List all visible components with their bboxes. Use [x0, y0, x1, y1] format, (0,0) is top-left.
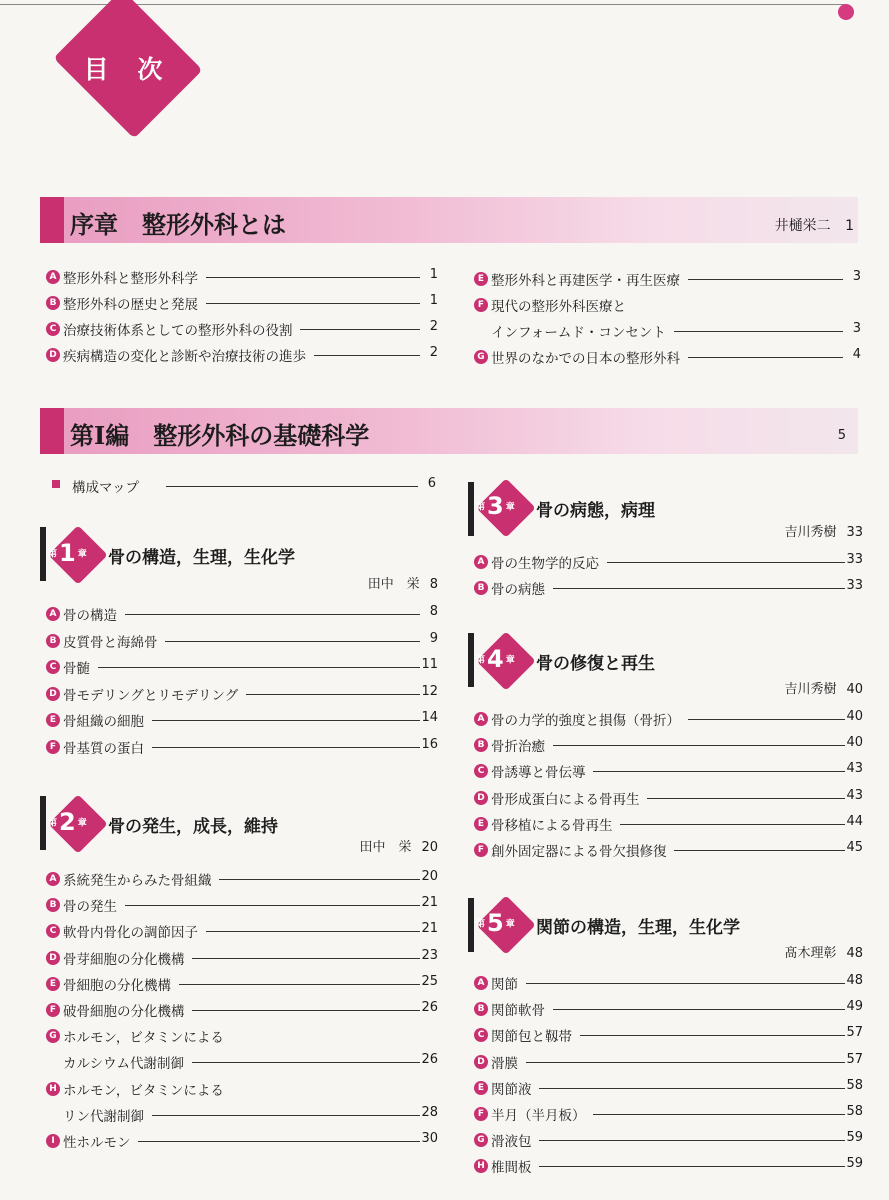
entry-text: 骨の構造: [63, 608, 117, 624]
chapter-marker-bar: [40, 527, 46, 581]
leader-line: [593, 1114, 845, 1115]
leader-line: [539, 1140, 845, 1141]
letter-marker: F: [474, 1107, 488, 1121]
toc-entry[interactable]: [46, 603, 438, 625]
leader-line: [607, 562, 845, 563]
entry-page: 1: [429, 293, 438, 308]
chapter-prefix: 第: [48, 818, 58, 829]
toc-entry[interactable]: [474, 1103, 863, 1125]
entry-page: 26: [421, 1052, 438, 1068]
chapter-page: 33: [846, 525, 863, 540]
entry-text: 骨折治癒: [491, 739, 545, 756]
toc-entry[interactable]: [474, 760, 863, 782]
square-bullet-icon: [52, 480, 60, 488]
entry-page: 58: [846, 1077, 863, 1093]
entry-page: 48: [846, 973, 863, 988]
entry-text: 皮質骨と海綿骨: [63, 634, 158, 651]
toc-entry[interactable]: [474, 551, 863, 573]
prologue-page: 1: [845, 218, 854, 234]
letter-marker: F: [474, 843, 488, 857]
leader-line: [192, 1062, 420, 1063]
leader-line: [125, 614, 420, 615]
entry-text: 関節: [491, 977, 518, 993]
entry-page: 30: [421, 1131, 438, 1146]
letter-marker: G: [46, 1029, 60, 1043]
leader-line: [688, 719, 845, 720]
leader-line: [593, 771, 845, 772]
map-text: 構成マップ: [72, 480, 139, 496]
chapter-marker-bar: [468, 482, 474, 536]
entry-page: 16: [421, 736, 438, 752]
prologue-band: [40, 197, 858, 243]
leader-line: [166, 486, 418, 487]
chapter-author: 吉川秀樹: [784, 682, 837, 697]
entry-text: 椎間板: [491, 1160, 532, 1177]
toc-entry[interactable]: [46, 736, 438, 758]
chapter-author-line: [240, 573, 438, 592]
entry-page: 9: [429, 630, 438, 646]
leader-line: [152, 747, 420, 748]
letter-marker: C: [46, 660, 60, 674]
entry-text: カルシウム代謝制御: [63, 1056, 185, 1073]
entry-text: 世界のなかでの日本の整形外科: [491, 351, 680, 367]
chapter-suffix: 章: [77, 549, 87, 560]
entry-page: 2: [429, 319, 438, 334]
toc-entry[interactable]: [474, 734, 863, 756]
letter-marker: A: [474, 555, 488, 569]
chapter-number: 4: [487, 645, 504, 673]
chapter-author-line: [668, 521, 863, 540]
leader-line: [647, 798, 845, 799]
chapter-author-line: [240, 836, 438, 855]
leader-line: [553, 745, 845, 746]
toc-entry[interactable]: [474, 1077, 863, 1099]
entry-page: 43: [846, 787, 863, 803]
toc-entry[interactable]: [474, 972, 863, 994]
chapter-title[interactable]: 骨の構造，生理，生化学: [108, 548, 295, 568]
chapter-number: 2: [59, 808, 76, 836]
chapter-number: 3: [487, 492, 504, 520]
chapter-marker-bar: [40, 796, 46, 850]
entry-text: 骨誘導と骨伝導: [491, 765, 586, 782]
entry-text: 骨移植による骨再生: [491, 817, 613, 834]
entry-text: 関節包と靱帯: [491, 1029, 572, 1046]
map-page: 6: [427, 476, 436, 491]
part1-page: 5: [837, 428, 846, 443]
entry-text: 骨形成蛋白による骨再生: [491, 791, 640, 808]
letter-marker: B: [46, 634, 60, 648]
entry-text: 骨の力学的強度と損傷（骨折）: [491, 713, 680, 729]
entry-page: 3: [852, 269, 861, 284]
prologue-title: 序章 整形外科とは: [70, 210, 286, 239]
toc-entry[interactable]: [474, 1155, 863, 1177]
toc-entry[interactable]: [474, 1024, 863, 1046]
entry-text: ホルモン，ビタミンによる: [63, 1030, 224, 1047]
leader-line: [192, 1010, 420, 1011]
entry-page: 40: [846, 735, 863, 751]
chapter-number: 1: [59, 539, 76, 567]
chapter-page: 40: [846, 682, 863, 697]
letter-marker: B: [46, 898, 60, 912]
toc-entry[interactable]: [474, 320, 861, 342]
leader-line: [206, 303, 420, 304]
toc-entry[interactable]: [46, 947, 438, 969]
leader-line: [300, 329, 420, 330]
letter-marker: A: [474, 712, 488, 726]
chapter-badge-label: [476, 645, 515, 673]
chapter-title[interactable]: 骨の発生，成長，維持: [108, 817, 278, 837]
leader-line: [246, 694, 420, 695]
chapter-title[interactable]: 骨の病態，病理: [536, 501, 655, 521]
entry-page: 59: [846, 1156, 863, 1172]
entry-text: 骨の発生: [63, 899, 117, 916]
leader-line: [206, 931, 420, 932]
entry-page: 33: [846, 552, 863, 567]
letter-marker: E: [46, 713, 60, 727]
chapter-title[interactable]: 関節の構造，生理，生化学: [536, 918, 740, 938]
leader-line: [206, 277, 420, 278]
letter-marker: D: [46, 687, 60, 701]
chapter-prefix: 第: [476, 919, 486, 930]
entry-text: 滑膜: [491, 1055, 518, 1072]
entry-page: 58: [846, 1104, 863, 1119]
toc-entry[interactable]: [474, 839, 863, 861]
chapter-author-line: [668, 942, 863, 961]
entry-page: 28: [421, 1104, 438, 1120]
leader-line: [620, 824, 845, 825]
entry-text: 性ホルモン: [63, 1135, 131, 1151]
entry-text: 半月（半月板）: [491, 1108, 586, 1124]
chapter-page: 20: [421, 840, 438, 855]
chapter-prefix: 第: [476, 502, 486, 513]
entry-text: 関節軟骨: [491, 1003, 545, 1020]
toc-entry[interactable]: [46, 709, 438, 731]
entry-text: 整形外科と再建医学・再生医療: [491, 273, 680, 289]
band-accent: [40, 408, 64, 454]
chapter-marker-bar: [468, 633, 474, 687]
entry-page: 8: [429, 604, 438, 619]
letter-marker: D: [474, 1055, 488, 1069]
toc-entry[interactable]: [474, 294, 861, 316]
chapter-suffix: 章: [77, 818, 87, 829]
toc-entry[interactable]: [474, 998, 863, 1020]
leader-line: [98, 667, 420, 668]
entry-text: インフォームド・コンセント: [491, 325, 666, 341]
chapter-suffix: 章: [505, 655, 515, 666]
toc-entry[interactable]: [474, 1129, 863, 1151]
entry-page: 12: [421, 683, 438, 699]
entry-text: 整形外科の歴史と発展: [63, 297, 198, 313]
letter-marker: A: [46, 607, 60, 621]
letter-marker: G: [474, 1133, 488, 1147]
band-accent: [40, 197, 64, 243]
toc-entry[interactable]: [46, 1025, 438, 1047]
entry-text: 骨組織の細胞: [63, 714, 144, 730]
leader-line: [152, 720, 420, 721]
leader-line: [580, 1035, 845, 1036]
toc-entry[interactable]: [46, 920, 438, 942]
leader-line: [526, 983, 845, 984]
entry-text: 骨の病態: [491, 582, 545, 598]
entry-text: 骨細胞の分化機構: [63, 977, 171, 994]
leader-line: [192, 958, 420, 959]
toc-entry[interactable]: [474, 268, 861, 290]
leader-line: [314, 355, 420, 356]
entry-page: 40: [846, 709, 863, 724]
chapter-suffix: 章: [505, 919, 515, 930]
leader-line: [526, 1062, 845, 1063]
letter-marker: D: [474, 791, 488, 805]
toc-entry[interactable]: [46, 656, 438, 678]
toc-entry[interactable]: [46, 999, 438, 1021]
chapter-suffix: 章: [505, 502, 515, 513]
entry-page: 57: [846, 1051, 863, 1067]
toc-entry[interactable]: [46, 683, 438, 705]
letter-marker: E: [474, 817, 488, 831]
entry-page: 26: [421, 1000, 438, 1015]
composition-map-entry[interactable]: [52, 475, 436, 497]
chapter-prefix: 第: [48, 549, 58, 560]
chapter-badge-label: [476, 492, 515, 520]
chapter-author-line: [668, 678, 863, 697]
letter-marker: C: [474, 764, 488, 778]
toc-entry[interactable]: [46, 630, 438, 652]
leader-line: [179, 984, 420, 985]
chapter-author: 田中 栄: [359, 840, 412, 855]
entry-text: 骨モデリングとリモデリング: [63, 687, 239, 704]
entry-page: 3: [852, 321, 861, 336]
chapter-badge-label: [48, 539, 87, 567]
leader-line: [674, 850, 845, 851]
entry-page: 44: [846, 813, 863, 829]
entry-page: 21: [421, 921, 438, 937]
leader-line: [539, 1088, 845, 1089]
letter-marker: B: [474, 1002, 488, 1016]
letter-marker: D: [46, 348, 60, 362]
chapter-author: 髙木理彰: [784, 946, 837, 961]
entry-page: 25: [421, 973, 438, 989]
toc-entry[interactable]: [46, 1130, 438, 1152]
entry-page: 33: [846, 578, 863, 593]
entry-text: 現代の整形外科医療と: [491, 299, 626, 315]
toc-label: 目 次: [83, 55, 173, 84]
entry-text: リン代謝制御: [63, 1108, 144, 1125]
leader-line: [688, 357, 843, 358]
chapter-author: 吉川秀樹: [784, 525, 837, 540]
entry-text: 軟骨内骨化の調節因子: [63, 925, 198, 942]
chapter-badge-label: [476, 909, 515, 937]
letter-marker: F: [46, 740, 60, 754]
entry-text: 創外固定器による骨欠損修復: [491, 844, 667, 860]
leader-line: [125, 905, 420, 906]
entry-text: 骨基質の蛋白: [63, 740, 144, 757]
entry-page: 57: [846, 1025, 863, 1041]
toc-entry[interactable]: [474, 1051, 863, 1073]
entry-page: 2: [429, 345, 438, 360]
toc-entry[interactable]: [474, 708, 863, 730]
leader-line: [138, 1141, 420, 1142]
letter-marker: B: [474, 738, 488, 752]
toc-entry[interactable]: [46, 344, 438, 366]
corner-dot: [838, 4, 854, 20]
entry-page: 49: [846, 999, 863, 1015]
toc-entry[interactable]: [46, 292, 438, 314]
letter-marker: H: [474, 1159, 488, 1173]
letter-marker: C: [46, 924, 60, 938]
entry-text: 骨芽細胞の分化機構: [63, 951, 185, 968]
entry-page: 4: [852, 347, 861, 362]
entry-text: 整形外科と整形外科学: [63, 271, 198, 287]
toc-entry[interactable]: [46, 1051, 438, 1073]
letter-marker: A: [46, 872, 60, 886]
letter-marker: B: [46, 296, 60, 310]
letter-marker: H: [46, 1082, 60, 1096]
chapter-prefix: 第: [476, 655, 486, 666]
entry-page: 23: [421, 947, 438, 963]
leader-line: [539, 1166, 845, 1167]
toc-entry[interactable]: [46, 868, 438, 890]
letter-marker: F: [46, 1003, 60, 1017]
letter-marker: E: [46, 977, 60, 991]
entry-text: ホルモン，ビタミンによる: [63, 1082, 224, 1099]
letter-marker: A: [474, 976, 488, 990]
letter-marker: E: [474, 1081, 488, 1095]
chapter-page: 48: [846, 946, 863, 961]
part1-title: 第Ⅰ編 整形外科の基礎科学: [70, 421, 370, 450]
toc-entry[interactable]: [474, 813, 863, 835]
letter-marker: G: [474, 350, 488, 364]
entry-page: 14: [421, 710, 438, 725]
toc-entry[interactable]: [474, 577, 863, 599]
toc-entry[interactable]: [46, 266, 438, 288]
entry-text: 疾病構造の変化と診断や治療技術の進歩: [63, 349, 306, 365]
chapter-badge-label: [48, 808, 87, 836]
letter-marker: I: [46, 1134, 60, 1148]
entry-page: 59: [846, 1130, 863, 1146]
leader-line: [152, 1115, 420, 1116]
letter-marker: C: [46, 322, 60, 336]
leader-line: [553, 1009, 845, 1010]
letter-marker: B: [474, 581, 488, 595]
entry-page: 20: [421, 869, 438, 884]
letter-marker: D: [46, 951, 60, 965]
toc-entry[interactable]: [474, 346, 861, 368]
leader-line: [688, 279, 843, 280]
entry-page: 43: [846, 761, 863, 777]
letter-marker: E: [474, 272, 488, 286]
letter-marker: C: [474, 1028, 488, 1042]
entry-page: 1: [429, 267, 438, 282]
entry-text: 系統発生からみた骨組織: [63, 873, 212, 889]
toc-entry[interactable]: [46, 973, 438, 995]
part1-band: [40, 408, 858, 454]
toc-entry[interactable]: [474, 787, 863, 809]
leader-line: [553, 588, 845, 589]
chapter-page: 8: [429, 577, 438, 592]
chapter-author: 田中 栄: [367, 577, 420, 592]
entry-text: 破骨細胞の分化機構: [63, 1004, 185, 1020]
entry-text: 滑液包: [491, 1134, 532, 1151]
entry-page: 11: [421, 657, 438, 672]
entry-page: 21: [421, 895, 438, 911]
entry-text: 骨髄: [63, 661, 90, 677]
chapter-title[interactable]: 骨の修復と再生: [536, 654, 655, 674]
chapter-number: 5: [487, 909, 504, 937]
letter-marker: F: [474, 298, 488, 312]
leader-line: [674, 331, 843, 332]
toc-entry[interactable]: [46, 1104, 438, 1126]
prologue-author: 井樋栄二: [774, 218, 831, 234]
leader-line: [219, 879, 420, 880]
leader-line: [165, 641, 420, 642]
entry-text: 関節液: [491, 1081, 532, 1098]
toc-entry[interactable]: [46, 1078, 438, 1100]
letter-marker: A: [46, 270, 60, 284]
toc-entry[interactable]: [46, 318, 438, 340]
chapter-marker-bar: [468, 898, 474, 952]
toc-entry[interactable]: [46, 894, 438, 916]
entry-text: 骨の生物学的反応: [491, 556, 599, 572]
toc-heading: [52, 8, 204, 120]
entry-text: 治療技術体系としての整形外科の役割: [63, 323, 293, 339]
entry-page: 45: [846, 840, 863, 855]
